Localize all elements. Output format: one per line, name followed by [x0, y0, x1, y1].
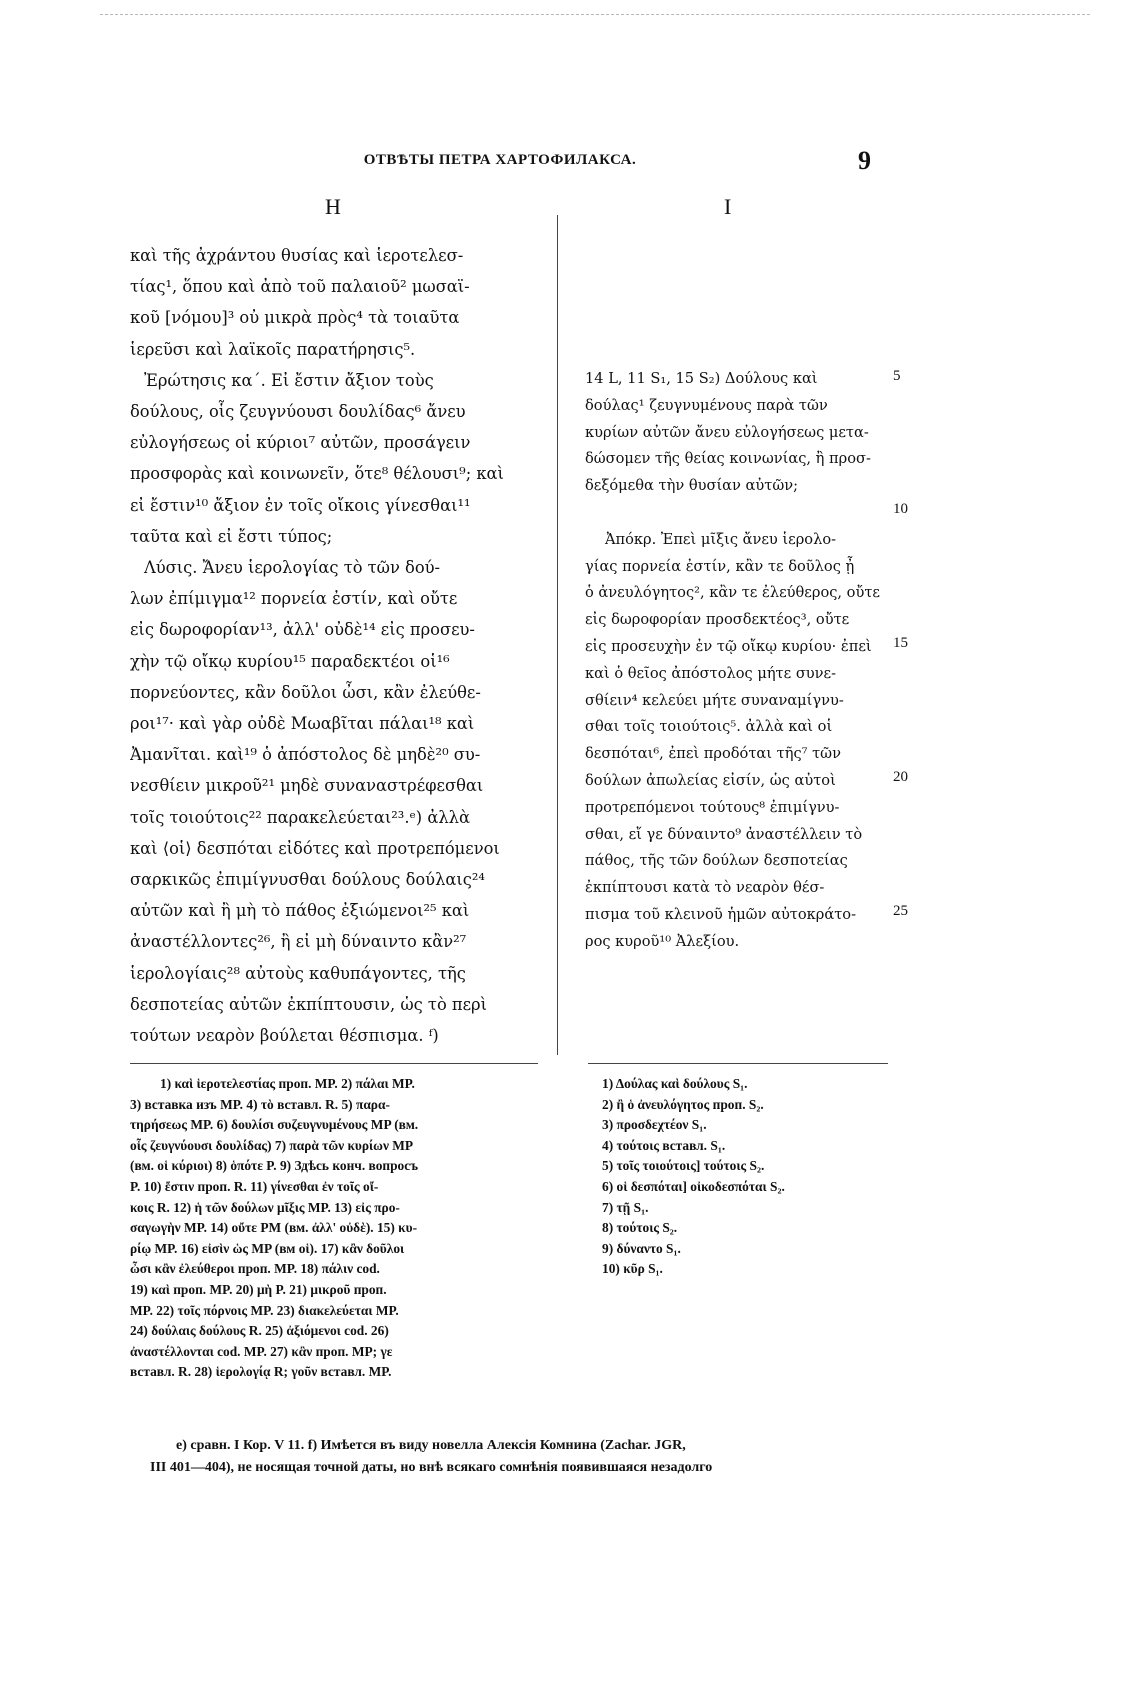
column-divider — [557, 215, 558, 1055]
text-line: Ἀμανῖται. καὶ¹⁹ ὁ ἀπόστολος δὲ μηδὲ²⁰ συ- — [130, 745, 481, 765]
footnote-line: (вм. οἱ κύριοι) 8) ὁπότε P. 9) Здѣсь конч. вопросъ — [130, 1158, 419, 1174]
text-line: καὶ τῆς ἀχράντου θυσίας καὶ ἱεροτελεσ- — [130, 246, 464, 265]
text-line: νεσθίειν μικροῦ²¹ μηδὲ συναναστρέφεσθαι — [130, 776, 484, 796]
footnote-line: ρίῳ MP. 16) εἰσὶν ὡς MP (вм οἱ). 17) κἂν δοῦλοι — [130, 1240, 405, 1256]
text-line: δώσομεν τῆς θείας κοινωνίας, ἢ προσ- — [585, 450, 871, 468]
footnotes-left — [130, 1074, 538, 1383]
footnote-line: κοις R. 12) ἡ τῶν δούλων μῖξις MP. 13) εἰς προ- — [130, 1199, 400, 1215]
line-number: 15 — [893, 635, 908, 651]
text-line: ρος κυροῦ¹⁰ Ἀλεξίου. — [585, 932, 740, 950]
text-line: πισμα τοῦ κλεινοῦ ἡμῶν αὐτοκράτο- — [585, 905, 857, 923]
footnote-line: 4) τούτοις вставл. S₁. — [602, 1137, 726, 1153]
footnotes-right — [602, 1074, 887, 1280]
footnote-line: вставл. R. 28) ἱερολογίᾳ R; γοῦν вставл. MP. — [130, 1364, 392, 1380]
text-line: προσφορὰς καὶ κοινωνεῖν, ὅτε⁸ θέλουσι⁹; καὶ — [130, 464, 504, 484]
line-number: 5 — [893, 368, 901, 384]
text-line: ταῦτα καὶ εἰ ἔστι τύπος; — [130, 526, 333, 546]
text-line: σθαι, εἴ γε δύναιντο⁹ ἀναστέλλειν τὸ — [585, 825, 863, 843]
right-column-text — [585, 366, 887, 956]
text-line: αὐτῶν καὶ ἢ μὴ τὸ πάθος ἐξιώμενοι²⁵ καὶ — [130, 901, 470, 921]
text-line: Ἀπόκρ. Ἐπεὶ μῖξις ἄνευ ἱερολο- — [605, 530, 837, 548]
footnote-line: 19) καὶ проп. MP. 20) μὴ P. 21) μικροῦ проп. — [130, 1281, 387, 1297]
footnote-line: 1) Δούλας καὶ δούλους S₁. — [602, 1076, 748, 1091]
footnote-line: MP. 22) τοῖς πόρνοις MP. 23) διακελεύεται MP. — [130, 1302, 399, 1318]
text-line: τοῖς τοιούτοις²² παρακελεύεται²³.ᵉ) ἀλλὰ — [130, 807, 470, 827]
text-line: Λύσις. Ἄνευ ἱερολογίας τὸ τῶν δού- — [144, 558, 441, 578]
footnotes-bottom — [150, 1435, 910, 1479]
line-number: 10 — [893, 501, 908, 517]
blank-line — [585, 500, 887, 527]
text-line: τούτων νεαρὸν βούλεται θέσπισμα. ᶠ) — [130, 1026, 439, 1046]
text-line: Ἐρώτησις κα΄. Εἰ ἔστιν ἄξιον τοὺς — [144, 370, 434, 390]
text-line: πάθος, τῆς τῶν δούλων δεσποτείας — [585, 852, 848, 870]
text-line: εἰς προσευχὴν ἐν τῷ οἴκῳ κυρίου· ἐπεὶ — [585, 637, 872, 655]
footnote-rule-right — [588, 1063, 888, 1064]
footnote-line: 2) ἢ ὁ ἀνευλόγητος проп. S₂. — [602, 1096, 764, 1112]
page-number: 9 — [858, 146, 871, 175]
line-number: 20 — [893, 769, 908, 785]
text-line: εὐλογήσεως οἱ κύριοι⁷ αὐτῶν, προσάγειν — [130, 433, 471, 453]
footnote-line: οἷς ζευγνύουσι δουλίδας) 7) παρὰ τῶν κυρίων MP — [130, 1137, 414, 1153]
footnote-line: ὦσι κἂν ἐλεύθεροι проп. MP. 18) πάλιν cod. — [130, 1261, 380, 1277]
text-line: καὶ ⟨οἱ⟩ δεσπόται εἰδότες καὶ προτρεπόμενοι — [130, 838, 500, 858]
text-line: δεξόμεθα τὴν θυσίαν αὐτῶν; — [585, 477, 799, 495]
text-line: δούλους, οἷς ζευγνύουσι δουλίδας⁶ ἄνευ — [130, 402, 466, 422]
text-line: σθίειν⁴ κελεύει μήτε συναναμίγνυ- — [585, 691, 844, 709]
footnote-line: 7) τῇ S₁. — [602, 1199, 649, 1215]
text-line: κυρίων αὐτῶν ἄνευ εὐλογήσεως μετα- — [585, 423, 869, 441]
text-line: τίας¹, ὅπου καὶ ἀπὸ τοῦ παλαιοῦ² μωσαϊ- — [130, 277, 470, 297]
text-line: σαρκικῶς ἐπιμίγνυσθαι δούλους δούλαις²⁴ — [130, 870, 485, 890]
left-column-letter: Η — [325, 194, 341, 219]
text-line: δεσπόται⁶, ἐπεὶ προδόται τῆς⁷ τῶν — [585, 745, 841, 763]
running-title: ОТВѢТЫ ПЕТРА ХАРТОФИЛАКСА. — [363, 152, 637, 168]
footnote-line: e) сравн. I Кор. V 11. f) Имѣется въ виду новелла Алексія Комнина (Zachar. JGR, — [176, 1438, 686, 1453]
text-line: δούλας¹ ζευγνυμένους παρὰ τῶν — [585, 396, 828, 414]
footnote-line: 8) τούτοις S₂. — [602, 1220, 678, 1236]
text-line: ἱερεῦσι καὶ λαϊκοῖς παρατήρησις⁵. — [130, 339, 416, 359]
text-line: ἱερολογίαις²⁸ αὐτοὺς καθυπάγοντες, τῆς — [130, 963, 466, 983]
line-number: 25 — [893, 903, 908, 919]
footnote-line: 3) вставка изъ MP. 4) τὸ вставл. R. 5) παρα- — [130, 1096, 390, 1112]
text-line: γίας πορνεία ἐστίν, κἂν τε δοῦλος ᾖ — [585, 557, 855, 575]
text-line: κοῦ [νόμου]³ οὐ μικρὰ πρὸς⁴ τὰ τοιαῦτα — [130, 308, 460, 328]
footnote-line: σαγωγὴν MP. 14) οὔτε PM (вм. ἀλλ' οὐδὲ). 15) κυ- — [130, 1220, 418, 1236]
footnote-line: 6) οἱ δεσπόται] οἰκοδεσπόται S₂. — [602, 1178, 785, 1194]
right-column-letter: Ι — [724, 194, 732, 219]
footnote-line: 3) προσδεχτέον S₁. — [602, 1117, 707, 1133]
left-column-text — [130, 240, 535, 1051]
footnote-rule-left — [130, 1063, 538, 1064]
text-line: προτρεπόμενοι τούτους⁸ ἐπιμίγνυ- — [585, 798, 840, 816]
text-line: εἰς δωροφορίαν προσδεκτέος³, οὔτε — [585, 611, 850, 629]
footnote-line: τηρήσεως MP. 6) δουλίσι συζευγνυμένους MP (вм. — [130, 1117, 419, 1133]
text-line: εἰ ἔστιν¹⁰ ἄξιον ἐν τοῖς οἴκοις γίνεσθαι¹¹ — [130, 495, 471, 515]
footnote-line: III 401—404), не носящая точной даты, но внѣ всякаго сомнѣнія появившаяся незадолго — [150, 1460, 713, 1475]
footnote-line: P. 10) ἔστιν проп. R. 11) γίνεσθαι ἐν τοῖς οἴ- — [130, 1178, 379, 1194]
text-line: καὶ ὁ θεῖος ἀπόστολος μήτε συνε- — [585, 664, 837, 682]
footnote-line: ἀναστέλλονται cod. MP. 27) κἂν проп. MP; γε — [130, 1343, 393, 1359]
text-line: ὁ ἀνευλόγητος², κἂν τε ἐλεύθερος, οὔτε — [585, 584, 880, 602]
top-scan-rule — [100, 14, 1090, 15]
footnote-line: 24) δούλαις δούλους R. 25) ἀξιόμενοι cod. 26) — [130, 1323, 389, 1339]
text-line: εἰς δωροφορίαν¹³, ἀλλ' οὐδὲ¹⁴ εἰς προσευ- — [130, 620, 475, 640]
text-line: χὴν τῷ οἴκῳ κυρίου¹⁵ παραδεκτέοι οἱ¹⁶ — [130, 651, 450, 671]
text-line: 14 L, 11 S₁, 15 S₂) Δούλους καὶ — [585, 370, 818, 387]
footnote-line: 9) δύναντο S₁. — [602, 1240, 681, 1256]
footnote-line: 1) καὶ ἱεροτελεστίας проп. MP. 2) πάλαι MP. — [160, 1076, 415, 1091]
text-line: ἐκπίπτουσι κατὰ τὸ νεαρὸν θέσ- — [585, 879, 825, 897]
footnote-line: 10) κῦρ S₁. — [602, 1261, 663, 1277]
text-line: δούλων ἀπωλείας εἰσίν, ὡς αὐτοὶ — [585, 771, 836, 789]
footnote-line: 5) τοῖς τοιούτοις] τούτοις S₂. — [602, 1158, 765, 1174]
text-line: λων ἐπίμιγμα¹² πορνεία ἐστίν, καὶ οὔτε — [130, 589, 458, 609]
text-line: δεσποτείας αὐτῶν ἐκπίπτουσιν, ὡς τὸ περὶ — [130, 994, 488, 1014]
text-line: ροι¹⁷· καὶ γὰρ οὐδὲ Μωαβῖται πάλαι¹⁸ καὶ — [130, 714, 475, 734]
text-line: σθαι τοῖς τοιούτοις⁵. ἀλλὰ καὶ οἱ — [585, 718, 833, 736]
text-line: ἀναστέλλοντες²⁶, ἢ εἰ μὴ δύναιντο κἂν²⁷ — [130, 932, 467, 952]
text-line: πορνεύοντες, κἂν δοῦλοι ὦσι, κἂν ἐλεύθε- — [130, 682, 481, 702]
